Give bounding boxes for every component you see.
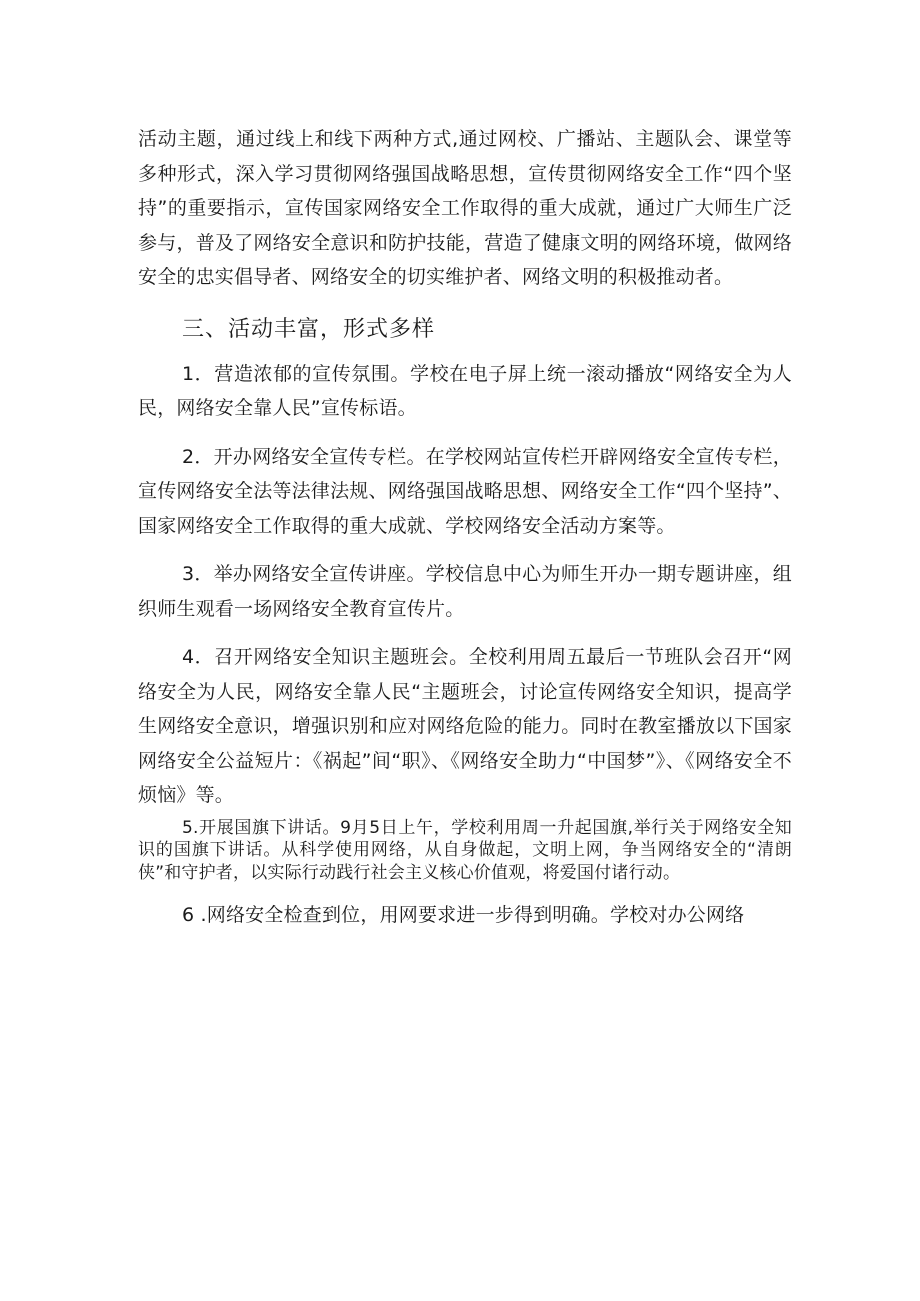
document-page xyxy=(138,122,792,933)
section-heading-three: 三、活动丰富，形式多样 xyxy=(182,316,436,342)
list-item-5: 5.开展国旗下讲话。9月5日上午，学校利用周一升起国旗,举行关于网络安全知识的国旗下讲话。从科学使用网络，从自身做起，文明上网，争当网络安全的“清朗侠”和守护者，以实际行动践行社会主义核心价值观，将爱国付诸行动。 xyxy=(138,817,792,883)
paragraph-activity-theme: 活动主题，通过线上和线下两种方式,通过网校、广播站、主题队会、课堂等多种形式，深入学习贯彻网络强国战略思想，宣传贯彻网络安全工作“四个坚持”的重要指示，宣传国家网络安全工作取得的重大成就，通过广大师生广泛参与，普及了网络安全意识和防护技能，营造了健康文明的网络环境，做网络安全的忠实倡导者、网络安全的切实维护者、网络文明的积极推动者。 xyxy=(138,128,792,288)
list-item-3: 3．举办网络安全宣传讲座。学校信息中心为师生开办一期专题讲座，组织师生观看一场网络安全教育宣传片。 xyxy=(138,563,792,620)
list-item-1: 1．营造浓郁的宣传氛围。学校在电子屏上统一滚动播放“网络安全为人民，网络安全靠人民”宣传标语。 xyxy=(138,362,792,419)
list-item-4: 4．召开网络安全知识主题班会。全校利用周五最后一节班队会召开“网络安全为人民，网络安全靠人民“主题班会，讨论宣传网络安全知识，提高学生网络安全意识，增强识别和应对网络危险的能力。同时在教室播放以下国家网络安全公益短片：《祸起”间“职》、《网络安全助力“中国梦”》、《网络安全不烦恼》等。 xyxy=(138,646,792,806)
list-item-6: 6 .网络安全检查到位，用网要求进一步得到明确。学校对办公网络 xyxy=(182,904,745,926)
list-item-2: 2．开办网络安全宣传专栏。在学校网站宣传栏开辟网络安全宣传专栏，宣传网络安全法等法律法规、网络强国战略思想、网络安全工作“四个坚持”、国家网络安全工作取得的重大成就、学校网络安全活动方案等。 xyxy=(138,445,792,537)
